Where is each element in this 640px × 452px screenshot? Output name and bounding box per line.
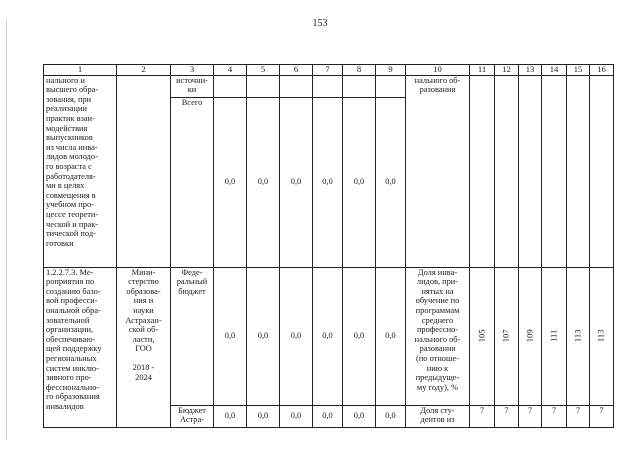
indicator-cell: Доля сту- дентов из [406,405,470,427]
target-cell [542,267,567,405]
target-cell [495,267,519,405]
target-value: 111 [548,329,559,343]
header-cell-13: 13 [519,65,542,76]
empty-cell [247,75,280,97]
indicator-cell: нального об- разования [406,75,470,267]
target-cell [567,267,590,405]
empty-cell [590,75,614,267]
header-cell-6: 6 [280,65,313,76]
target-value: 105 [476,329,487,343]
header-cell-1: 1 [44,65,117,76]
header-cell-8: 8 [343,65,376,76]
amount-cell: 0,0 [313,267,343,405]
amount-cell: 0,0 [280,267,313,405]
empty-cell [313,75,343,97]
amount-cell: 0,0 [214,267,247,405]
empty-cell [376,75,406,97]
target-cell: 7 [567,405,590,427]
amount-cell: 0,0 [247,97,280,267]
amount-cell: 0,0 [214,405,247,427]
header-cell-14: 14 [542,65,567,76]
header-cell-15: 15 [567,65,590,76]
amount-cell: 0,0 [313,97,343,267]
empty-cell [214,75,247,97]
empty-cell [280,75,313,97]
empty-cell [542,75,567,267]
target-cell [590,267,614,405]
header-cell-7: 7 [313,65,343,76]
target-cell: 7 [495,405,519,427]
funding-source-header-cell: источни- ки [171,75,214,97]
empty-cell [567,75,590,267]
indicator-cell: Доля инва- лидов, при- нятых на обучение по программам среднего профессио- нального об- разования (по отноше- нию к предыдуще- му году), % [406,267,470,405]
header-row [44,65,614,76]
funding-source-cell: Феде- ральный бюджет [171,267,214,405]
target-value: 109 [524,329,535,343]
header-cell-5: 5 [247,65,280,76]
target-value: 113 [572,329,583,343]
header-cell-12: 12 [495,65,519,76]
funding-source-cell: Бюджет Астра- [171,405,214,427]
amount-cell: 0,0 [247,405,280,427]
target-cell [519,267,542,405]
scan-edge-line [6,20,7,440]
amount-cell: 0,0 [280,405,313,427]
header-cell-11: 11 [470,65,495,76]
header-cell-2: 2 [117,65,171,76]
executor-cell [117,267,171,427]
measure-description-cell: 1.2.2.7.3. Ме- роприятия по созданию базо- вой професси- ональной обра- зовательной организации, обеспечиваю- щей поддержку региональных систем инклю- зивного про- фессионально- го образования инвалидов [44,267,117,427]
amount-cell: 0,0 [376,97,406,267]
amount-cell: 0,0 [214,97,247,267]
target-cell: 7 [590,405,614,427]
table-row [44,267,614,405]
amount-cell: 0,0 [343,97,376,267]
amount-cell: 0,0 [343,405,376,427]
header-cell-10: 10 [406,65,470,76]
amount-cell: 0,0 [313,405,343,427]
table-row [44,75,614,97]
page-number: 153 [312,18,328,29]
executor-name: Мини- стерство образова- ния и науки Астрахан- ской об- ласти, ГОО [125,267,162,354]
header-cell-4: 4 [214,65,247,76]
funding-total-cell: Всего [171,97,214,267]
target-value: 113 [595,329,606,343]
executor-years: 2018 - 2024 [132,362,155,382]
target-cell: 7 [542,405,567,427]
target-value: 107 [500,329,511,343]
amount-cell: 0,0 [247,267,280,405]
target-cell: 7 [519,405,542,427]
amount-cell: 0,0 [376,267,406,405]
header-cell-16: 16 [590,65,614,76]
empty-cell [470,75,495,267]
program-table [43,64,614,428]
amount-cell: 0,0 [376,405,406,427]
empty-cell [495,75,519,267]
header-cell-3: 3 [171,65,214,76]
target-cell: 7 [470,405,495,427]
amount-cell: 0,0 [280,97,313,267]
target-cell [470,267,495,405]
empty-cell [343,75,376,97]
executor-cell-empty [117,75,171,267]
empty-cell [519,75,542,267]
header-cell-9: 9 [376,65,406,76]
measure-description-cell: нального и высшего обра- зования, при реализации практик взаи- модействия выпускников из числа инва- лидов молодо- го возраста с работодателя- ми в целях совмещения в учебном про- цессе теорети- ческой и прак- тической под- готовки [44,75,117,267]
amount-cell: 0,0 [343,267,376,405]
